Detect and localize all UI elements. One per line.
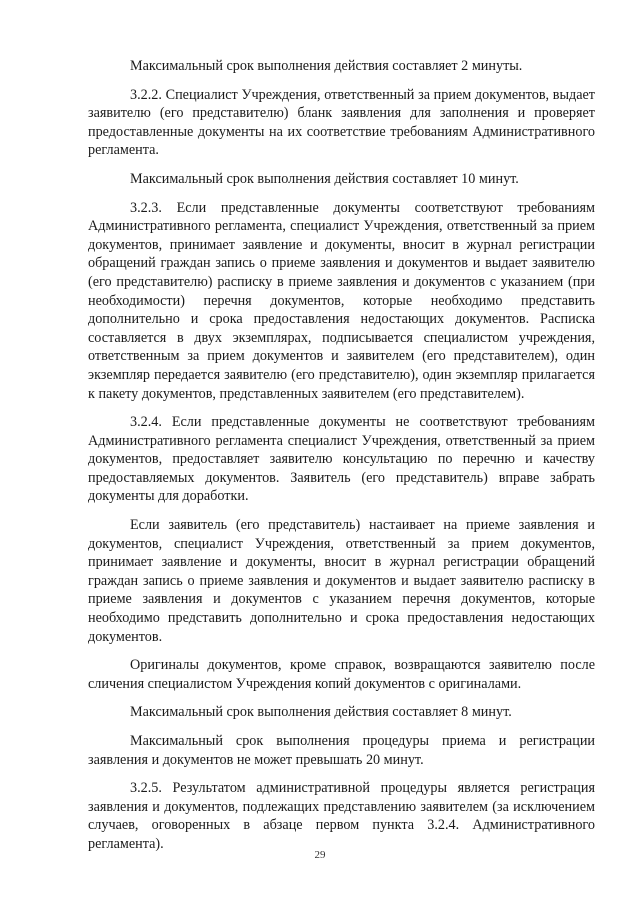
paragraph-3-2-5: 3.2.5. Результатом административной процедуры является регистрация заявления и документов, подлежащих представлению заявителем (за исключением случаев, оговоренных в абзаце первом пункта 3.2.4. Административного регламента).	[88, 780, 595, 852]
paragraph-max-procedure-time: Максимальный срок выполнения процедуры приема и регистрации заявления и документов не может превышать 20 минут.	[88, 733, 595, 768]
document-page	[88, 57, 595, 864]
page-number: 29	[314, 849, 326, 861]
paragraph-3-2-3: 3.2.3. Если представленные документы соответствуют требованиям Административного регламента, специалист Учреждения, ответственный за прием документов, принимает заявление и документы, вносит в журнал регистрации обращений граждан запись о приеме заявления и документов и выдает заявителю (его представителю) расписку в приеме заявления и документов с указанием (при необходимости) перечня документов, которые необходимо представить дополнительно и срока предоставления недостающих документов. Расписка составляется в двух экземплярах, подписывается специалистом учреждения, ответственным за прием документов и заявителем (его представителем), один экземпляр передается заявителю (его представителю), один экземпляр прилагается к пакету документов, представленных заявителем (его представителем).	[88, 199, 595, 402]
paragraph-originals-returned: Оригиналы документов, кроме справок, возвращаются заявителю после сличения специалистом Учреждения копий документов с оригиналами.	[88, 657, 595, 692]
paragraph-max-time-2-min: Максимальный срок выполнения действия составляет 2 минуты.	[130, 58, 523, 74]
paragraph-3-2-4: 3.2.4. Если представленные документы не соответствуют требованиям Административного регламента специалист Учреждения, ответственный за прием документов, предоставляет заявителю консультацию по перечню и качеству предоставляемых документов. Заявитель (его представитель) вправе забрать документы для доработки.	[88, 414, 595, 505]
paragraph-3-2-2: 3.2.2. Специалист Учреждения, ответственный за прием документов, выдает заявителю (его представителю) бланк заявления для заполнения и проверяет предоставленные документы на их соответствие требованиям Административного регламента.	[88, 86, 595, 159]
paragraph-applicant-insists: Если заявитель (его представитель) настаивает на приеме заявления и документов, специалист Учреждения, ответственный за прием документов, принимает заявление и документы, вносит в журнал регистрации обращений граждан запись о приеме заявления и документов и выдает заявителю расписку в приеме заявления и документов с указанием перечня документов, которые необходимо представить дополнительно и срока предоставления недостающих документов.	[88, 517, 595, 645]
paragraph-max-time-10-min: Максимальный срок выполнения действия составляет 10 минут.	[130, 170, 519, 187]
paragraph-max-time-8-min: Максимальный срок выполнения действия составляет 8 минут.	[130, 704, 512, 721]
